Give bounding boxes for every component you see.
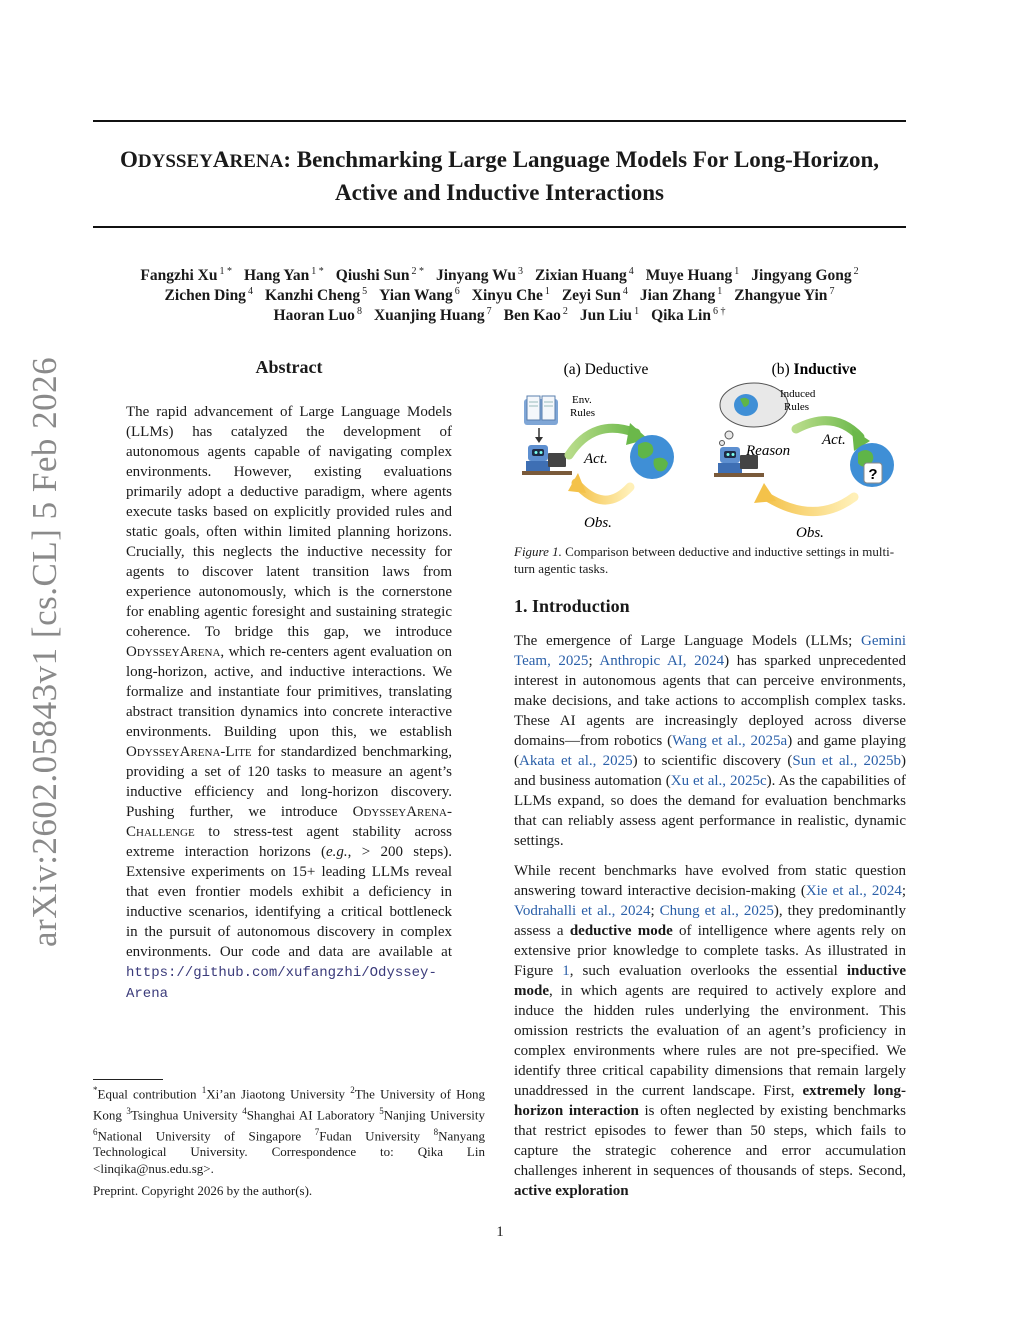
footnote-text: The University of Hong Kong [93, 1086, 485, 1123]
footnote: *Equal contribution $^1$Xi’an Jiaotong University $^2$The University of Hong Kong $^3$Tsinghua University $^4$Shanghai AI Laboratory $^5$Nanjing University $^6$National University of Singapore $^7$Fudan University $^8$Nanyang Technological University. Correspondence to: Qika Lin <linqika@nus.edu.sg>. [93, 1085, 486, 1176]
figure-caption-label: Figure 1. [514, 544, 562, 559]
unknown-mark: ? [868, 466, 878, 483]
author-name: Kanzhi Cheng [264, 287, 361, 305]
author-name: Zichen Ding [164, 287, 246, 305]
author-name: Zeyi Sun [561, 287, 621, 305]
abstract-name: OdysseyArena-Lite [126, 744, 252, 760]
author-name: Jian Zhang [639, 287, 716, 305]
footnote-text: Xi’an Jiaotong University [206, 1086, 351, 1102]
author-affiliation: 4 [247, 286, 253, 297]
intro-text: While recent benchmarks have evolved from static question answering toward interactive decision-making ( [514, 863, 906, 899]
act-label-a: Act. [584, 451, 608, 467]
abstract-heading: Abstract [255, 357, 323, 377]
author-affiliation: 5 [362, 286, 368, 297]
obs-arrow-b [764, 495, 854, 512]
intro-text: ). As the capabilities of LLMs expand, so does the demand for evaluation benchmarks that can reliably assess agent performance in realistic, dynamic settings. [514, 773, 907, 849]
intro-text: ) and game playing ( [514, 733, 906, 769]
abstract-body [126, 402, 452, 1004]
citation-link[interactable]: Xu et al., 2025c [670, 773, 767, 789]
page-number: 1 [496, 1224, 504, 1240]
citation-link[interactable]: Xie et al., 2024 [805, 883, 902, 899]
reason-label: Reason [746, 443, 791, 459]
author-affiliation: 2 [562, 306, 568, 317]
title-name-dyssey: DYSSEY [137, 151, 213, 172]
author-name: Muye Huang [645, 267, 733, 285]
author [374, 302, 492, 326]
act-label-b: Act. [822, 432, 846, 448]
intro-paragraph-1 [514, 631, 906, 851]
abstract-text: , which re-centers agent evaluation on long-horizon, active, and inductive interactions. We formalize and instantiate four primitives, translating abstract transition dynamics into concrete interactive environments. Building upon this, we establish [126, 644, 452, 740]
abstract-text: , > 200 steps). Extensive experiments on 15+ leading LLMs reveal that even frontier models exhibit a deficiency in inductive scenarios, identifying a critical bottleneck in the pursuit of autonomous discovery in complex environments. Our code and data are available at [126, 844, 452, 960]
abstract-text: The rapid advancement of Large Language Models (LLMs) has catalyzed the development of autonomous agents capable of navigating complex environments. However, existing evaluations primarily adopt a deductive paradigm, where agents execute tasks based on explicitly provided rules and static goals, often within limited planning horizons. Crucially, this neglects the inductive necessity for agents to discover latent transition laws from experience autonomously, which is the cornerstone for enabling agentic foresight and sustaining strategic coherence. To bridge this gap, we introduce [126, 404, 452, 640]
citation-link[interactable]: Anthropic AI, 2024 [599, 653, 725, 669]
author-affiliation: 2 * [411, 266, 424, 277]
author-affiliation: 1 [544, 286, 550, 297]
intro-text: , in which agents are required to actively explore and induce the hidden rules underlying the environment. This omission restricts the evaluation of an agent’s proficiency in complex environments where rules are not pre-specified. We identify three critical capability dimensions that remain largely unaddressed in the current landscape. First, [514, 983, 906, 1099]
thought-bubble-icon [720, 383, 789, 446]
abstract [126, 402, 452, 1004]
intro-text: ) to scientific discovery ( [632, 753, 793, 769]
author-affiliation: 4 [622, 286, 628, 297]
footnote-text: Nanjing University [383, 1107, 486, 1123]
paper-title [93, 144, 906, 208]
author-name: Ben Kao [503, 307, 561, 325]
figure-ref-link[interactable]: 1 [562, 963, 570, 979]
author [651, 302, 725, 326]
figure-1 [514, 355, 906, 545]
abstract-text: for standardized benchmarking, providing a set of 120 tasks to measure an agent’s inductive efficiency and long-horizon discovery. Pushing further, we introduce [126, 744, 452, 820]
abstract-eg: e.g. [325, 844, 348, 860]
down-arrowhead-icon [535, 437, 543, 443]
author-name: Jun Liu [579, 307, 633, 325]
author-affiliation: 7 [486, 306, 492, 317]
intro-text: ) has sparked unprecedented interest in autonomous agents that can perceive environments, make decisions, and take actions to accomplish complex tasks. These AI agents are increasingly deployed across diverse domains—from robotics ( [514, 653, 906, 749]
title-bottom-rule [93, 226, 906, 228]
title-top-rule [93, 120, 906, 122]
env-rules-line1: Env. [572, 394, 592, 406]
author-affiliation: 1 [717, 286, 723, 297]
footnote-rule [93, 1079, 163, 1080]
author-affiliation: 1 [734, 266, 740, 277]
author-affiliation: 1 * [219, 266, 232, 277]
author [580, 302, 639, 326]
title-line1: : Benchmarking Large Language Models For Long-Horizon, [283, 147, 879, 172]
author-name: Zixian Huang [534, 267, 627, 285]
author-name: Qiushi Sun [335, 267, 410, 285]
globe-icon [630, 435, 674, 479]
title-name-a: A [212, 147, 230, 172]
author-affiliation: 6 [454, 286, 460, 297]
abstract-name: OdysseyArena-Challenge [126, 804, 452, 840]
code-link[interactable]: https://github.com/xufangzhi/Odyssey-Arena [126, 965, 437, 1002]
footnote-text: Tsinghua University [130, 1107, 243, 1123]
obs-label-a: Obs. [584, 515, 612, 531]
figure-caption-text: Comparison between deductive and inductive settings in multi-turn agentic tasks. [514, 544, 895, 576]
author-affiliation: 1 [634, 306, 640, 317]
citation-link[interactable]: Chung et al., 2025 [659, 903, 774, 919]
author-affiliation: 7 [829, 286, 835, 297]
abstract-text: to stress-test agent stability across extreme interaction horizons ( [126, 824, 452, 860]
author-name: Xuanjing Huang [373, 307, 485, 325]
obs-label-b: Obs. [796, 525, 824, 541]
intro-text: ; [901, 883, 906, 899]
obs-arrowhead-b [754, 483, 776, 503]
robot-agent-icon [522, 445, 572, 475]
author-affiliation: 2 [853, 266, 859, 277]
authors-row-3 [93, 302, 906, 326]
author-affiliation: 6 † [712, 306, 726, 317]
title-name-o: O [120, 147, 138, 172]
panel-a-label: (a) Deductive [563, 361, 649, 378]
author-name: Jingyang Gong [751, 267, 852, 285]
footnote-text: Shanghai AI Laboratory [246, 1107, 380, 1123]
book-icon [524, 396, 558, 425]
induced-rules-line2: Rules [784, 401, 810, 413]
intro-bold: inductive mode [514, 963, 906, 999]
obs-arrowhead [568, 473, 586, 493]
author-name: Haoran Luo [273, 307, 355, 325]
intro-bold: deductive mode [569, 923, 673, 939]
footnote-text: Nanyang Technological University. Correspondence to: Qika Lin <linqika@nus.edu.sg>. [93, 1127, 486, 1176]
preprint-notice: Preprint. Copyright 2026 by the author(s). [93, 1183, 313, 1198]
intro-bold: extremely long-horizon interaction [514, 1083, 906, 1119]
intro-text: The emergence of Large Language Models (LLMs; [514, 633, 861, 649]
title-line2: Active and Inductive Interactions [334, 180, 665, 205]
author-affiliation: 3 [517, 266, 523, 277]
intro-text: , such evaluation overlooks the essential [569, 963, 847, 979]
arxiv-stamp: arXiv:2602.05843v1 [cs.CL] 5 Feb 2026 [25, 356, 64, 947]
induced-rules-line1: Induced [780, 388, 816, 400]
author-name: Hang Yan [243, 267, 310, 285]
author-affiliation: 1 * [311, 266, 324, 277]
introduction-heading: 1. Introduction [514, 596, 630, 616]
intro-bold: active exploration [514, 1183, 629, 1199]
author-name: Xinyu Che [471, 287, 543, 305]
citation-link[interactable]: Gemini Team, 2025 [514, 633, 906, 669]
author [504, 302, 568, 326]
citation-link[interactable]: Wang et al., 2025a [672, 733, 788, 749]
title-name-rena: RENA [229, 151, 284, 172]
author [274, 302, 362, 326]
panel-b-title: Inductive [793, 361, 857, 378]
abstract-name: OdysseyArena [126, 644, 221, 660]
env-rules-line2: Rules [570, 407, 596, 419]
author-affiliation: 8 [356, 306, 362, 317]
intro-paragraph-2 [514, 861, 906, 1201]
author-affiliation: 4 [628, 266, 634, 277]
panel-b-label [772, 361, 857, 378]
intro-text: of intelligence where agents rely on extensive prior knowledge to complete tasks. As illustrated in Figure [514, 923, 906, 979]
author-name: Yian Wang [379, 287, 453, 305]
citation-link[interactable]: Sun et al., 2025b [792, 753, 901, 769]
intro-text: ; [588, 653, 600, 669]
author-name: Fangzhi Xu [140, 267, 218, 285]
citation-link[interactable]: Vodrahalli et al., 2024 [514, 903, 651, 919]
author-name: Zhangyue Yin [734, 287, 828, 305]
panel-b-prefix: (b) [771, 361, 794, 378]
author-name: Qika Lin [651, 307, 711, 325]
footnote-text: Equal contribution [97, 1086, 202, 1102]
figure-caption [514, 543, 906, 577]
intro-text: ; [650, 903, 660, 919]
footnote-text: Fudan University [319, 1127, 434, 1143]
citation-link[interactable]: Akata et al., 2025 [519, 753, 633, 769]
intro-text: is often neglected by existing benchmarks that restrict episodes to fewer than 50 steps, which fails to capture the strategic coherence and error accumulation challenges inherent in sequences of thousands of steps. Second, [514, 1103, 906, 1179]
author-name: Jinyang Wu [435, 267, 516, 285]
footnote-text: National University of Singapore [97, 1127, 315, 1143]
intro-text: ), they predominantly assess a [514, 903, 906, 939]
intro-text: ) and business automation ( [514, 753, 906, 789]
